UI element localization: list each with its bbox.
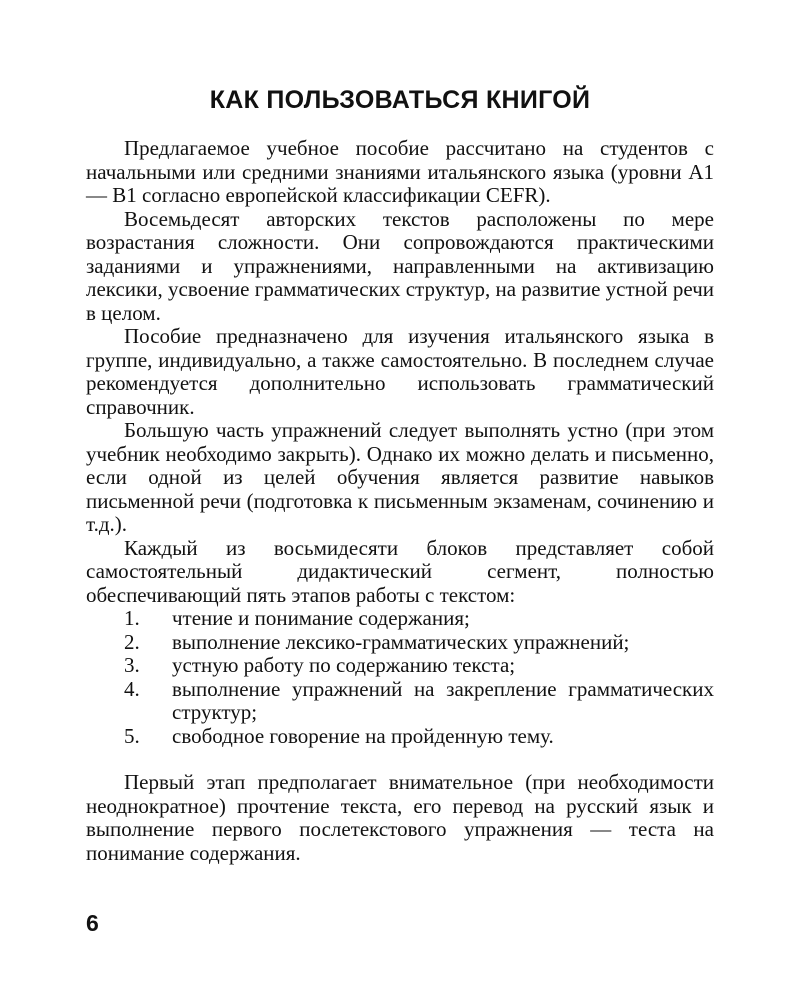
paragraph: Пособие предназначено для изучения итальянского языка в группе, индивидуально, а также самостоятельно. В последнем случае рекомендуется дополнительно использовать грамматический справочник. <box>86 324 714 419</box>
list-item-text: устную работу по содержанию текста; <box>172 653 516 677</box>
list-item-number: 4. <box>124 676 140 701</box>
paragraph: Большую часть упражнений следует выполнять устно (при этом учебник необходимо закрыть). Однако их можно делать и письменно, если одной из целей обучения является развитие навыков письменной речи (подготовка к письменным экзаменам, сочинению и т.д.). <box>86 418 714 536</box>
list-item-number: 1. <box>124 606 140 630</box>
list-item <box>86 678 714 725</box>
list-item-text: свободное говорение на пройденную тему. <box>172 723 554 748</box>
list-item <box>86 654 714 678</box>
body-text <box>86 137 714 865</box>
list-item <box>86 725 714 749</box>
paragraph: Каждый из восьмидесяти блоков представляет собой самостоятельный дидактический сегмент, полностью обеспечивающий пять этапов работы с текстом: <box>86 535 714 607</box>
page-title: КАК ПОЛЬЗОВАТЬСЯ КНИГОЙ <box>209 86 591 114</box>
page-number: 6 <box>86 910 99 936</box>
list-item-number: 3. <box>124 653 140 677</box>
list-item-text: выполнение лексико-грамматических упражнений; <box>172 629 630 654</box>
list-item-text: выполнение упражнений на закрепление грамматических структур; <box>172 676 714 724</box>
paragraph: Первый этап предполагает внимательное (при необходимости неоднократное) прочтение текста, его перевод на русский язык и выполнение первого послетекстового упражнения — теста на понимание содержания. <box>86 770 714 865</box>
stages-list <box>86 607 714 748</box>
paragraph: Предлагаемое учебное пособие рассчитано на студентов с начальными или средними знаниями итальянского языка (уровни А1 — В1 согласно европейской классификации CEFR). <box>86 136 714 207</box>
paragraph: Восемьдесят авторских текстов расположены по мере возрастания сложности. Они сопровождаются практическими заданиями и упражнениями, направленными на активизацию лексики, усвоение грамматических структур, на развитие устной речи в целом. <box>86 206 714 325</box>
list-item-number: 2. <box>124 629 140 654</box>
list-item <box>86 607 714 631</box>
list-item <box>86 631 714 655</box>
list-item-text: чтение и понимание содержания; <box>172 606 470 630</box>
list-item-number: 5. <box>124 723 140 748</box>
